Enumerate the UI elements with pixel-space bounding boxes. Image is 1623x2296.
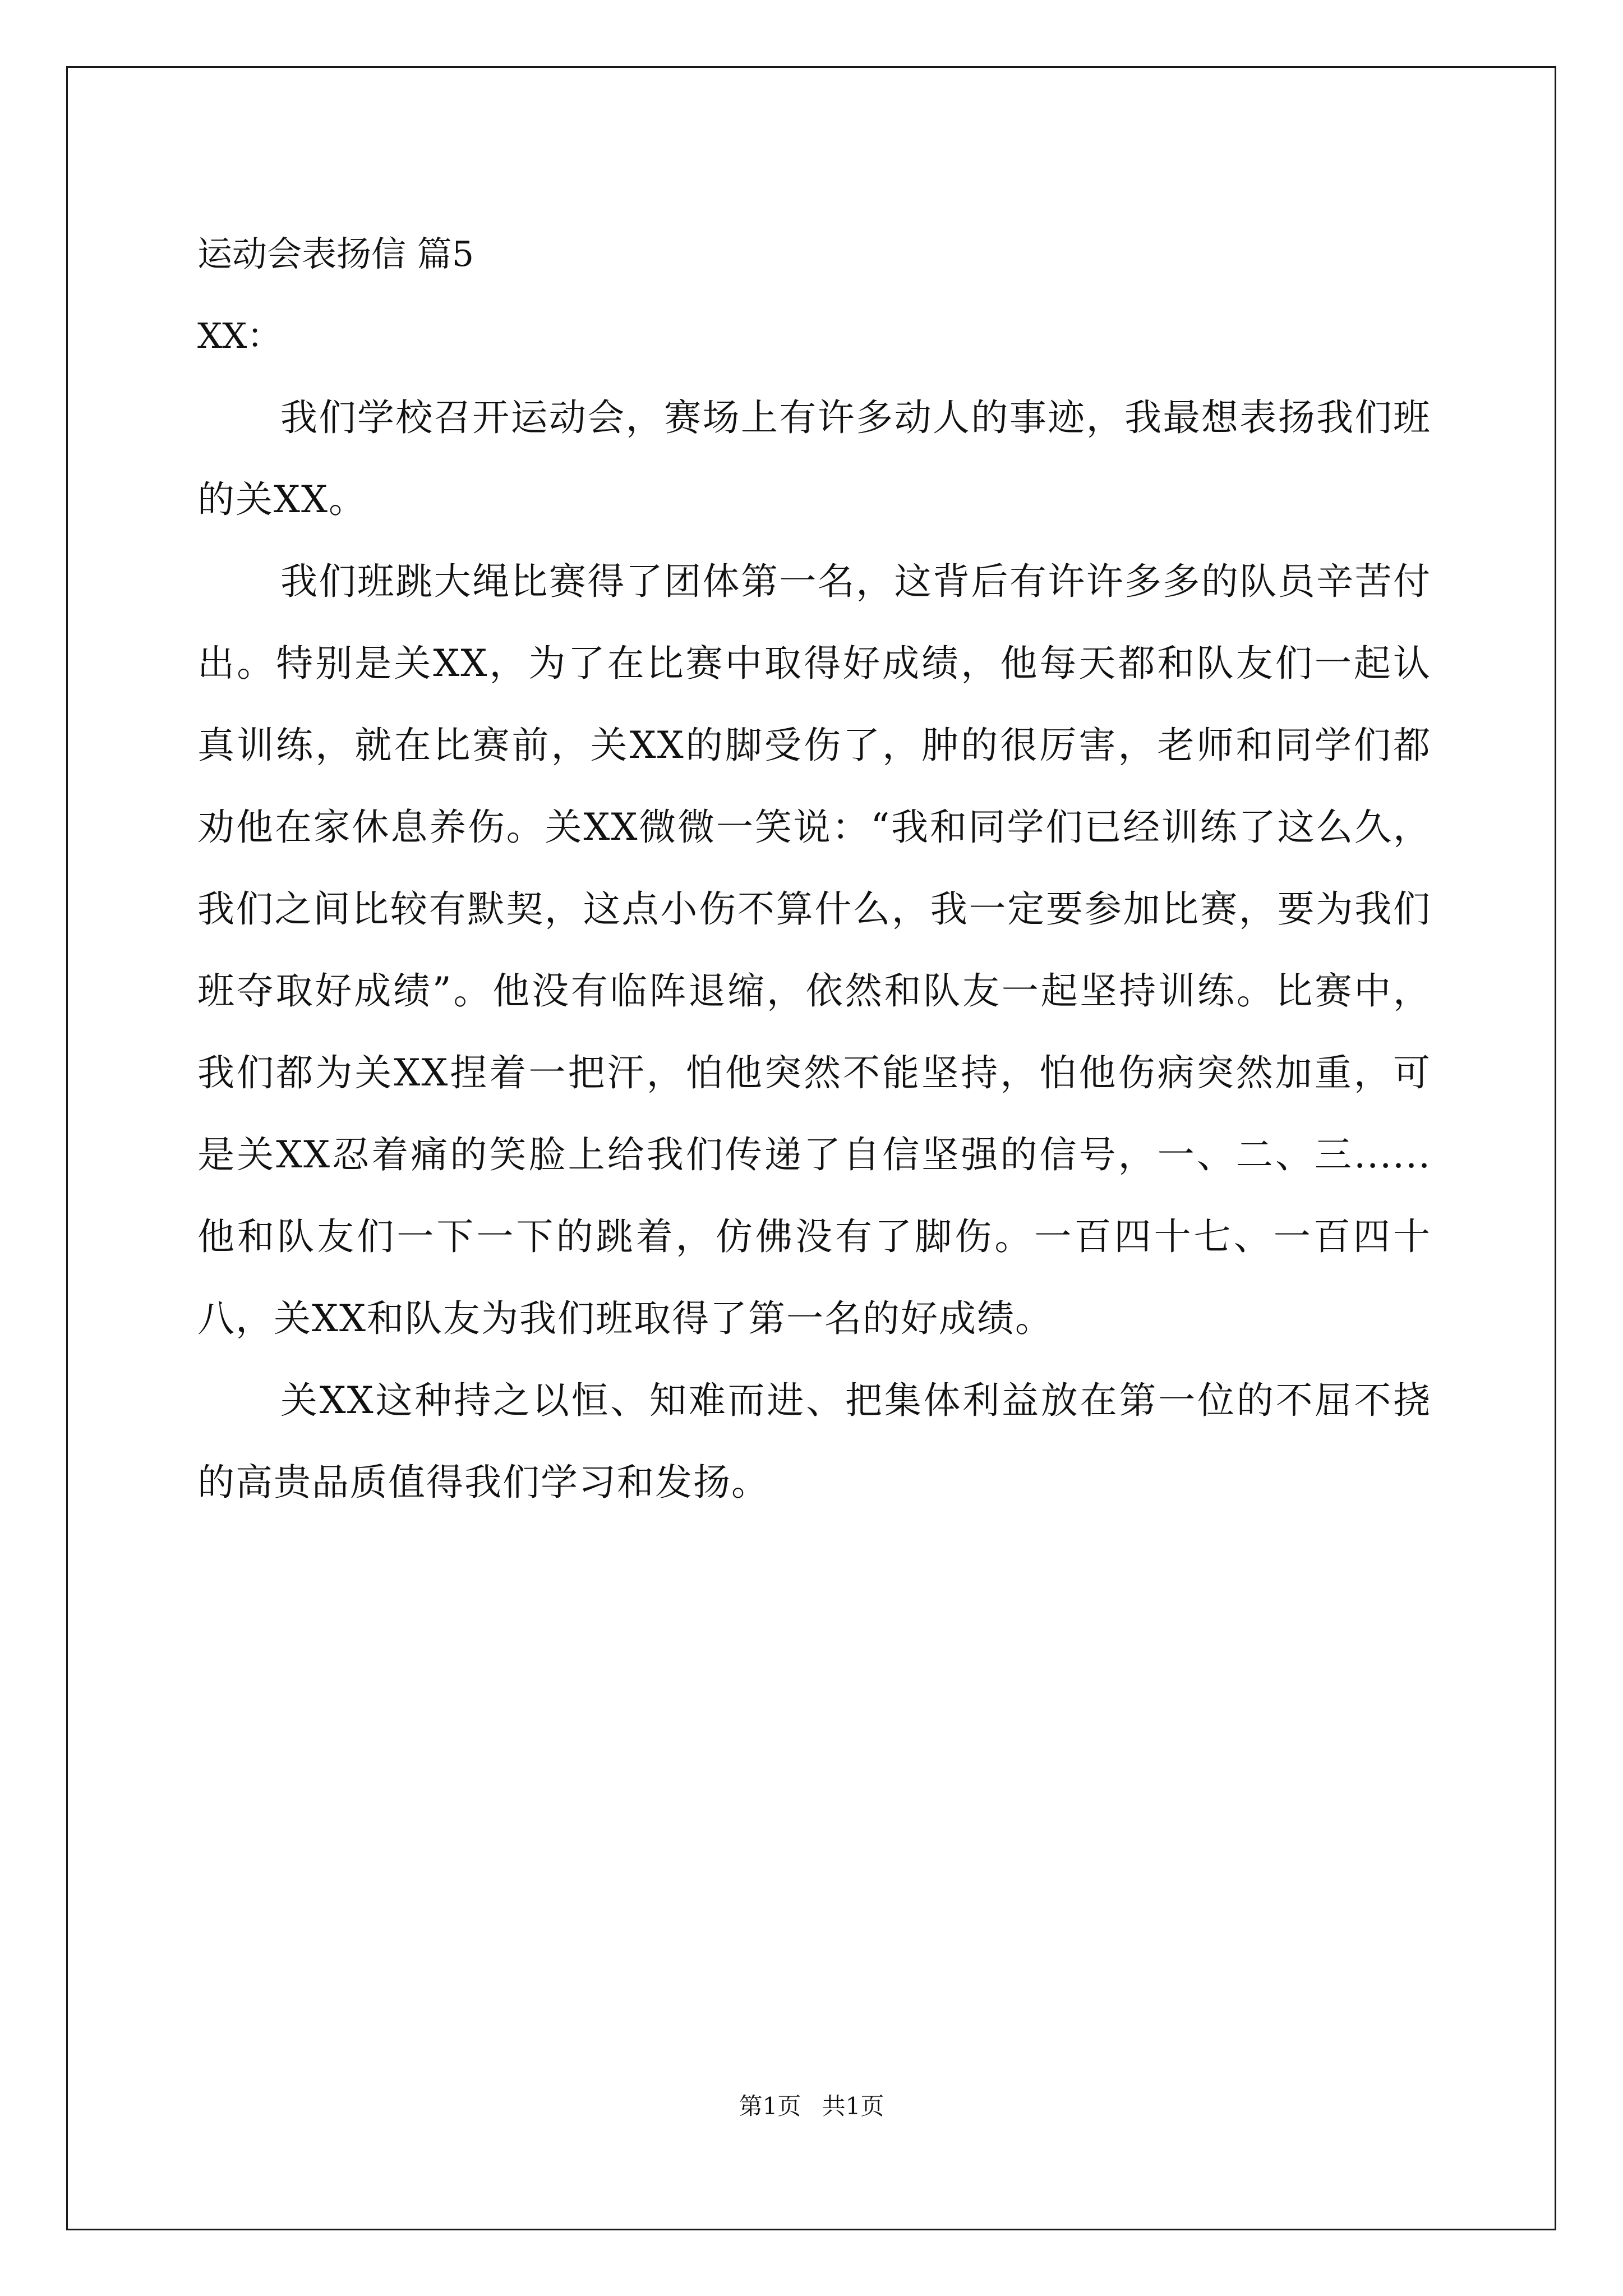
paragraph-intro: 我们学校召开运动会，赛场上有许多动人的事迹，我最想表扬我们班的关XX。 xyxy=(197,396,1431,521)
paragraph-story: 我们班跳大绳比赛得了团体第一名，这背后有许许多多的队员辛苦付出。特别是关XX，为了在比赛中取得好成绩，他每天都和队友们一起认真训练，就在比赛前，关XX的脚受伤了，肿的很厉害，老师和同学们都劝他在家休息养伤。关XX微微一笑说：“我和同学们已经训练了这么久， 我们之间比较有默契，这点小伤不算什么，我一定要参加比赛，要为我们班夺取好成绩”。他没有临阵退缩，依然和队友一起坚持训练。比赛中，我们都为关XX捏着一把汗，怕他突然不能坚持，怕他伤病突然加重，可是关XX忍着痛的笑脸上给我们传递了自信坚强的信号，一、二、三......他和队友们一下一下的跳着，仿佛没有了脚伤。一百四十七、一百四十八，关XX和队友为我们班取得了第一名的好成绩。 xyxy=(197,560,1431,1340)
page-number: 第1页 xyxy=(739,2092,801,2120)
paragraph-conclusion: 关XX这种持之以恒、知难而进、把集体利益放在第一位的不屈不挠的高贵品质值得我们学习和发扬。 xyxy=(197,1379,1431,1504)
page-total: 共1页 xyxy=(822,2092,884,2120)
page-footer xyxy=(0,2090,1623,2123)
document-body xyxy=(197,213,1431,1524)
salutation: XX： xyxy=(197,315,282,356)
document-title: 运动会表扬信 篇5 xyxy=(197,233,474,274)
